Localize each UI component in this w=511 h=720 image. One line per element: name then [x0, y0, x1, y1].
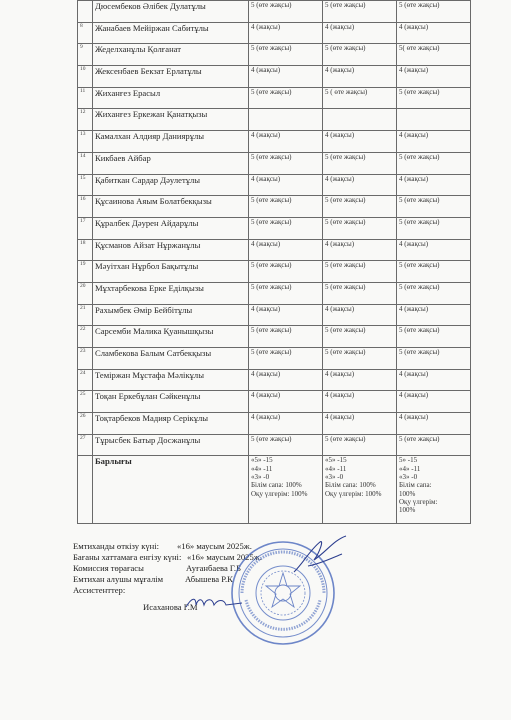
row-number: 19 — [78, 261, 93, 283]
table-row — [78, 413, 471, 435]
grade-cell: 4 (жақсы) — [249, 22, 323, 44]
row-number: 22 — [78, 326, 93, 348]
grade-cell: 5 (өте жақсы) — [323, 1, 397, 23]
teacher-name: Абышева Р.К — [185, 574, 233, 584]
student-name: Жеделханұлы Қолғанат — [93, 44, 249, 66]
grade-cell: 4 (жақсы) — [323, 66, 397, 88]
table-row — [78, 434, 471, 456]
grade-cell: 5( өте жақсы) — [397, 44, 471, 66]
table-row — [78, 261, 471, 283]
entry-date-label: Бағаны хаттамаға енгізу күні: — [73, 552, 182, 562]
grade-cell: 4 (жақсы) — [397, 369, 471, 391]
table-row — [78, 239, 471, 261]
row-number: 9 — [78, 44, 93, 66]
grade-cell: 5 (өте жақсы) — [323, 217, 397, 239]
grade-cell: 5 (өте жақсы) — [249, 87, 323, 109]
grade-cell: 5 (өте жақсы) — [323, 44, 397, 66]
chair-line — [73, 563, 242, 574]
summary-line: 100% — [399, 489, 416, 498]
student-name: Құсаинова Аяым Болатбекқызы — [93, 196, 249, 218]
total-summary-cell — [249, 456, 323, 524]
grade-cell: 4 (жақсы) — [249, 391, 323, 413]
summary-line: Оқу үлгерім: 100% — [325, 489, 382, 498]
grade-cell: 5 (өте жақсы) — [397, 196, 471, 218]
table-row — [78, 152, 471, 174]
table-row — [78, 217, 471, 239]
summary-line: Білім сапа: 100% — [325, 481, 376, 490]
row-number: 17 — [78, 217, 93, 239]
grade-cell: 4 (жақсы) — [249, 131, 323, 153]
summary-line: 100% — [399, 506, 416, 515]
student-name: Құралбек Дәурен Айдарұлы — [93, 217, 249, 239]
student-name: Тоқан Еркебұлан Сәйкенұлы — [93, 391, 249, 413]
grade-cell: 4 (жақсы) — [323, 391, 397, 413]
grade-cell: 5 ( өте жақсы) — [323, 87, 397, 109]
student-name: Теміржан Мұстафа Мәлікұлы — [93, 369, 249, 391]
grade-cell: 5 (өте жақсы) — [397, 348, 471, 370]
row-number: 24 — [78, 369, 93, 391]
summary-line: «4» -11 — [325, 464, 347, 473]
grade-cell: 4 (жақсы) — [397, 131, 471, 153]
entry-date-line — [73, 552, 262, 563]
row-number: 15 — [78, 174, 93, 196]
grade-cell: 4 (жақсы) — [249, 174, 323, 196]
summary-line: Оқу үлгерім: — [399, 497, 438, 506]
grade-cell: 5 (өте жақсы) — [323, 348, 397, 370]
table-row — [78, 326, 471, 348]
grade-cell: 4 (жақсы) — [397, 413, 471, 435]
assistant-line — [73, 602, 198, 613]
row-number: 20 — [78, 282, 93, 304]
summary-line: 5» -15 — [399, 456, 418, 465]
summary-line: «4» -11 — [251, 464, 273, 473]
summary-line: «3» -0 — [325, 473, 344, 482]
student-name: Жанабаев Мейіржан Сабитұлы — [93, 22, 249, 44]
row-number: 16 — [78, 196, 93, 218]
grade-cell: 4 (жақсы) — [323, 131, 397, 153]
table-row — [78, 304, 471, 326]
grade-cell: 4 (жақсы) — [397, 174, 471, 196]
grade-cell: 4 (жақсы) — [323, 174, 397, 196]
summary-line: Білім сапа: — [399, 481, 432, 490]
grade-cell: 4 (жақсы) — [397, 66, 471, 88]
grade-cell: 5 (өте жақсы) — [323, 282, 397, 304]
student-name: Тұрысбек Батыр Досжанұлы — [93, 434, 249, 456]
grade-cell: 4 (жақсы) — [397, 304, 471, 326]
grade-cell: 5 (өте жақсы) — [397, 434, 471, 456]
exam-date-value: «16» маусым 2025ж. — [177, 541, 252, 551]
student-name: Кикбаев Айбар — [93, 152, 249, 174]
student-name: Рахымбек Әмір Бейбітұлы — [93, 304, 249, 326]
total-row — [78, 456, 471, 524]
grade-cell: 5 (өте жақсы) — [397, 261, 471, 283]
grade-cell: 4 (жақсы) — [249, 413, 323, 435]
grade-cell: 4 (жақсы) — [323, 22, 397, 44]
grade-cell: 5 (өте жақсы) — [249, 1, 323, 23]
grade-cell — [397, 109, 471, 131]
grade-cell: 5 (өте жақсы) — [397, 217, 471, 239]
grade-cell: 4 (жақсы) — [249, 66, 323, 88]
row-number: 27 — [78, 434, 93, 456]
grade-cell: 5 (өте жақсы) — [323, 196, 397, 218]
summary-line: «3» -0 — [399, 473, 418, 482]
grade-cell: 5 (өте жақсы) — [249, 282, 323, 304]
grade-cell: 5 (өте жақсы) — [249, 348, 323, 370]
row-number: 8 — [78, 22, 93, 44]
grade-cell: 4 (жақсы) — [249, 369, 323, 391]
total-summary-cell — [323, 456, 397, 524]
summary-line: «5» -15 — [251, 456, 273, 465]
grade-cell — [323, 109, 397, 131]
grades-table — [77, 0, 471, 524]
student-name: Сламбекова Балым Сатбекқызы — [93, 348, 249, 370]
student-name: Қабиткан Сардар Дәулетұлы — [93, 174, 249, 196]
exam-date-label: Емтиханды өткізу күні: — [73, 541, 160, 551]
student-name: Жексенбаев Бекзат Ерлатұлы — [93, 66, 249, 88]
table-row — [78, 44, 471, 66]
grade-cell: 4 (жақсы) — [397, 22, 471, 44]
row-number: 12 — [78, 109, 93, 131]
row-number: 25 — [78, 391, 93, 413]
grade-cell: 5 (өте жақсы) — [249, 217, 323, 239]
grade-cell: 4 (жақсы) — [249, 239, 323, 261]
assistant-name: Исаханова Г.М — [143, 602, 198, 612]
student-name: Жиханғез Ерасыл — [93, 87, 249, 109]
total-label: Барлығы — [93, 456, 249, 524]
row-number: 18 — [78, 239, 93, 261]
row-number: 13 — [78, 131, 93, 153]
student-name: Сарсемби Малика Қуанышқызы — [93, 326, 249, 348]
grade-cell: 5 (өте жақсы) — [397, 87, 471, 109]
student-name: Мәуітхан Нұрбол Бақытұлы — [93, 261, 249, 283]
entry-date-value: «16» маусым 2025ж. — [187, 552, 262, 562]
row-number: 21 — [78, 304, 93, 326]
summary-line: «5» -15 — [325, 456, 347, 465]
grade-cell: 5 (өте жақсы) — [323, 434, 397, 456]
grade-cell: 4 (жақсы) — [397, 391, 471, 413]
grade-cell: 5 (өте жақсы) — [249, 261, 323, 283]
grade-cell: 5 (өте жақсы) — [249, 326, 323, 348]
grade-cell: 5 (өте жақсы) — [397, 326, 471, 348]
total-summary-cell — [397, 456, 471, 524]
student-name: Мұхтарбекова Ерке Еділқызы — [93, 282, 249, 304]
grade-cell: 5 (өте жақсы) — [397, 152, 471, 174]
row-number: 26 — [78, 413, 93, 435]
table-row — [78, 66, 471, 88]
assistants-label: Ассистенттер: — [73, 585, 126, 595]
grade-cell: 5 (өте жақсы) — [397, 1, 471, 23]
table-row — [78, 87, 471, 109]
row-number — [78, 456, 93, 524]
teacher-label: Емтихан алушы мұғалім — [73, 574, 164, 584]
assistant-signature — [184, 593, 244, 613]
grade-cell: 5 (өте жақсы) — [249, 196, 323, 218]
signatures-block — [73, 541, 262, 613]
table-row — [78, 109, 471, 131]
grade-cell: 5 (өте жақсы) — [323, 326, 397, 348]
grade-cell: 4 (жақсы) — [323, 369, 397, 391]
table-row — [78, 22, 471, 44]
student-name: Жиханғез Еркежан Қанатқызы — [93, 109, 249, 131]
assistants-line — [73, 585, 198, 596]
table-row — [78, 282, 471, 304]
student-name: Құсманов Айзат Нұржанұлы — [93, 239, 249, 261]
table-row — [78, 196, 471, 218]
grade-cell: 4 (жақсы) — [397, 239, 471, 261]
exam-date-line — [73, 541, 252, 552]
chair-name: Ауғанбаева Г.Б — [186, 563, 242, 573]
row-number — [78, 1, 93, 23]
summary-line: Білім сапа: 100% — [251, 481, 302, 490]
table-row — [78, 391, 471, 413]
row-number: 23 — [78, 348, 93, 370]
grade-cell: 4 (жақсы) — [249, 304, 323, 326]
row-number: 10 — [78, 66, 93, 88]
teacher-line — [73, 574, 233, 585]
chair-signature — [290, 532, 350, 580]
row-number: 14 — [78, 152, 93, 174]
grade-cell: 5 (өте жақсы) — [323, 261, 397, 283]
student-name: Дюсембеков Әлібек Дулатұлы — [93, 1, 249, 23]
student-name: Камалхан Алдияр Даниярұлы — [93, 131, 249, 153]
table-row — [78, 1, 471, 23]
grade-cell: 5 (өте жақсы) — [249, 152, 323, 174]
grade-cell: 5 (өте жақсы) — [397, 282, 471, 304]
summary-line: «3» -0 — [251, 473, 270, 482]
table-row — [78, 174, 471, 196]
grade-cell: 4 (жақсы) — [323, 413, 397, 435]
summary-line: Оқу үлгерім: 100% — [251, 489, 308, 498]
grade-cell: 5 (өте жақсы) — [249, 434, 323, 456]
table-row — [78, 348, 471, 370]
grade-cell: 4 (жақсы) — [323, 304, 397, 326]
table-row — [78, 131, 471, 153]
row-number: 11 — [78, 87, 93, 109]
grade-cell — [249, 109, 323, 131]
grade-cell: 5 (өте жақсы) — [323, 152, 397, 174]
grade-cell: 5 (өте жақсы) — [249, 44, 323, 66]
chair-label: Комиссия төрағасы — [73, 563, 144, 573]
grade-cell: 4 (жақсы) — [323, 239, 397, 261]
student-name: Тоқтарбеков Мадияр Серікұлы — [93, 413, 249, 435]
table-row — [78, 369, 471, 391]
summary-line: «4» -11 — [399, 464, 421, 473]
